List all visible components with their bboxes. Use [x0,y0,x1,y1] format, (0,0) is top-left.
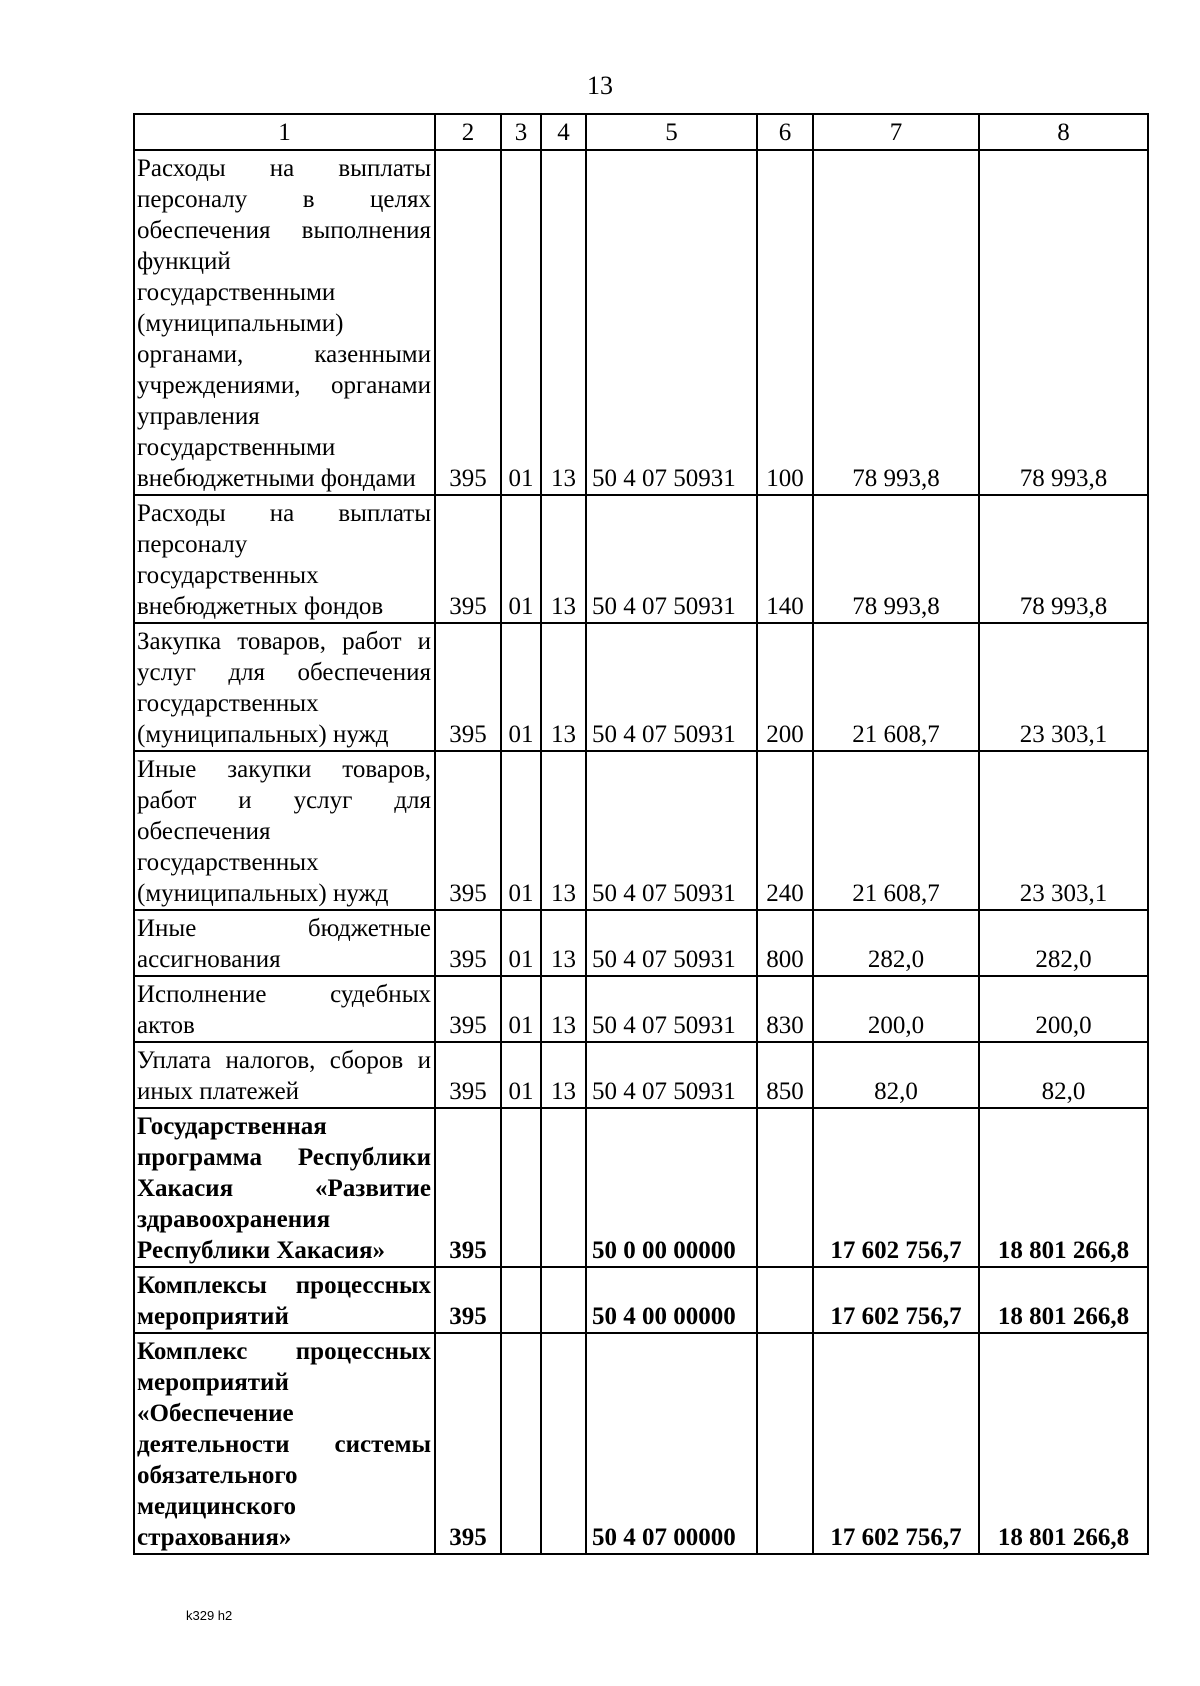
amount-year1-cell: 78 993,8 [813,495,979,623]
expense-type-cell: 800 [757,910,813,976]
column-header: 2 [435,114,501,150]
amount-year2-cell: 23 303,1 [979,623,1148,751]
amount-year1-cell: 282,0 [813,910,979,976]
subsection-code-cell: 13 [541,751,586,910]
column-header: 3 [501,114,541,150]
section-code-cell: 01 [501,976,541,1042]
row-name-cell: Комплекс процессных мероприятий «Обеспечение деятельности системы обязательного медицинского страхования» [134,1333,435,1554]
subsection-code-cell: 13 [541,495,586,623]
table-row [134,1108,1148,1267]
section-code-cell: 01 [501,623,541,751]
chief-admin-code-cell: 395 [435,1042,501,1108]
section-code-cell: 01 [501,1042,541,1108]
table-row [134,150,1148,495]
section-code-cell: 01 [501,751,541,910]
target-article-cell: 50 4 07 50931 [586,751,757,910]
target-article-cell: 50 4 07 50931 [586,150,757,495]
table-row [134,1333,1148,1554]
amount-year1-cell: 17 602 756,7 [813,1267,979,1333]
row-name-cell: Иные бюджетные ассигнования [134,910,435,976]
section-code-cell: 01 [501,495,541,623]
amount-year2-cell: 82,0 [979,1042,1148,1108]
row-name-cell: Государственная программа Республики Хакасия «Развитие здравоохранения Республики Хакасия» [134,1108,435,1267]
amount-year2-cell: 18 801 266,8 [979,1267,1148,1333]
chief-admin-code-cell: 395 [435,150,501,495]
amount-year1-cell: 17 602 756,7 [813,1108,979,1267]
chief-admin-code-cell: 395 [435,1267,501,1333]
expense-type-cell [757,1333,813,1554]
target-article-cell: 50 4 07 50931 [586,495,757,623]
table-row [134,910,1148,976]
table-row [134,1267,1148,1333]
column-header: 4 [541,114,586,150]
row-name-cell: Комплексы процессных мероприятий [134,1267,435,1333]
chief-admin-code-cell: 395 [435,910,501,976]
subsection-code-cell: 13 [541,910,586,976]
target-article-cell: 50 4 07 50931 [586,976,757,1042]
target-article-cell: 50 4 07 00000 [586,1333,757,1554]
chief-admin-code-cell: 395 [435,1108,501,1267]
target-article-cell: 50 4 00 00000 [586,1267,757,1333]
expense-type-cell: 100 [757,150,813,495]
table-body [134,150,1148,1554]
row-name-cell: Иные закупки товаров, работ и услуг для обеспечения государственных (муниципальных) нужд [134,751,435,910]
subsection-code-cell: 13 [541,150,586,495]
table-header-row [134,114,1148,150]
table-row [134,495,1148,623]
budget-table [133,113,1149,1555]
chief-admin-code-cell: 395 [435,976,501,1042]
target-article-cell: 50 4 07 50931 [586,1042,757,1108]
expense-type-cell [757,1108,813,1267]
amount-year1-cell: 200,0 [813,976,979,1042]
chief-admin-code-cell: 395 [435,623,501,751]
page-number: 13 [587,71,613,100]
table-row [134,623,1148,751]
subsection-code-cell [541,1267,586,1333]
section-code-cell: 01 [501,150,541,495]
amount-year2-cell: 200,0 [979,976,1148,1042]
chief-admin-code-cell: 395 [435,751,501,910]
amount-year1-cell: 21 608,7 [813,751,979,910]
amount-year1-cell: 21 608,7 [813,623,979,751]
subsection-code-cell: 13 [541,976,586,1042]
section-code-cell [501,1333,541,1554]
row-name-cell: Закупка товаров, работ и услуг для обеспечения государственных (муниципальных) нужд [134,623,435,751]
amount-year2-cell: 18 801 266,8 [979,1333,1148,1554]
expense-type-cell: 200 [757,623,813,751]
row-name-cell: Уплата налогов, сборов и иных платежей [134,1042,435,1108]
amount-year2-cell: 78 993,8 [979,150,1148,495]
table-row [134,976,1148,1042]
table-row [134,1042,1148,1108]
subsection-code-cell: 13 [541,623,586,751]
amount-year2-cell: 282,0 [979,910,1148,976]
subsection-code-cell [541,1333,586,1554]
table-row [134,751,1148,910]
row-name-cell: Исполнение судебных актов [134,976,435,1042]
column-header: 8 [979,114,1148,150]
target-article-cell: 50 4 07 50931 [586,910,757,976]
row-name-cell: Расходы на выплаты персоналу государственных внебюджетных фондов [134,495,435,623]
column-header: 5 [586,114,757,150]
section-code-cell [501,1267,541,1333]
chief-admin-code-cell: 395 [435,1333,501,1554]
target-article-cell: 50 4 07 50931 [586,623,757,751]
amount-year1-cell: 82,0 [813,1042,979,1108]
row-name-cell: Расходы на выплаты персоналу в целях обеспечения выполнения функций государственными (муниципальными) органами, казенными учреждениями, органами управления государственными внебюджетными фондами [134,150,435,495]
column-header: 6 [757,114,813,150]
amount-year2-cell: 23 303,1 [979,751,1148,910]
section-code-cell [501,1108,541,1267]
target-article-cell: 50 0 00 00000 [586,1108,757,1267]
expense-type-cell: 850 [757,1042,813,1108]
expense-type-cell [757,1267,813,1333]
expense-type-cell: 240 [757,751,813,910]
expense-type-cell: 140 [757,495,813,623]
expense-type-cell: 830 [757,976,813,1042]
section-code-cell: 01 [501,910,541,976]
amount-year1-cell: 78 993,8 [813,150,979,495]
subsection-code-cell [541,1108,586,1267]
amount-year2-cell: 78 993,8 [979,495,1148,623]
subsection-code-cell: 13 [541,1042,586,1108]
document-code: k329 h2 [186,1608,233,1623]
amount-year2-cell: 18 801 266,8 [979,1108,1148,1267]
column-header: 7 [813,114,979,150]
chief-admin-code-cell: 395 [435,495,501,623]
column-header: 1 [134,114,435,150]
amount-year1-cell: 17 602 756,7 [813,1333,979,1554]
